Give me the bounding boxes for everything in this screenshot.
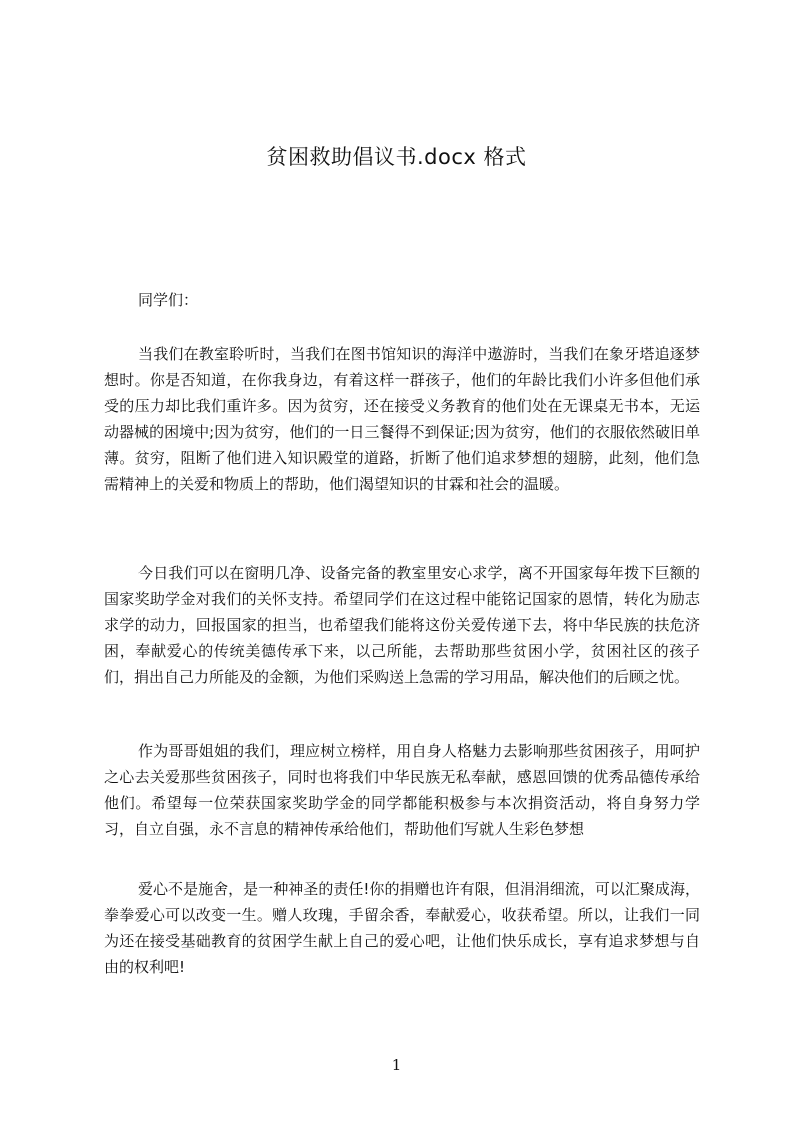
page-number: 1	[391, 1056, 402, 1074]
document-title: 贫困救助倡议书.docx 格式	[266, 145, 527, 169]
salutation: 同学们：	[138, 291, 199, 309]
paragraph-2: 今日我们可以在窗明几净、设备完备的教室里安心求学，离不开国家每年拨下巨额的国家奖助学金对我们的关怀支持。希望同学们在这过程中能铭记国家的恩情，转化为励志求学的动力，回报国家的担当，也希望我们能将这份关爱传递下去，将中华民族的扶危济困，奉献爱心的传统美德传承下来，以己所能，去帮助那些贫困小学，贫困社区的孩子们，捐出自己力所能及的金额，为他们采购送上急需的学习用品，解决他们的后顾之忧。	[104, 564, 700, 686]
paragraph-4: 爱心不是施舍，是一种神圣的责任!你的捐赠也许有限，但涓涓细流，可以汇聚成海，拳拳爱心可以改变一生。赠人玫瑰，手留余香，奉献爱心，收获希望。所以，让我们一同为还在接受基础教育的贫困学生献上自己的爱心吧，让他们快乐成长，享有追求梦想与自由的权利吧!	[104, 880, 700, 976]
paragraph-3: 作为哥哥姐姐的我们，理应树立榜样，用自身人格魅力去影响那些贫困孩子，用呵护之心去关爱那些贫困孩子，同时也将我们中华民族无私奉献，感恩回馈的优秀品德传承给他们。希望每一位荣获国家奖助学金的同学都能积极参与本次捐资活动，将自身努力学习，自立自强，永不言息的精神传承给他们，帮助他们写就人生彩色梦想	[104, 742, 700, 838]
paragraph-1: 当我们在教室聆听时，当我们在图书馆知识的海洋中遨游时，当我们在象牙塔追逐梦想时。你是否知道，在你我身边，有着这样一群孩子，他们的年龄比我们小许多但他们承受的压力却比我们重许多。因为贫穷，还在接受义务教育的他们处在无课桌无书本，无运动器械的困境中;因为贫穷，他们的一日三餐得不到保证;因为贫穷，他们的衣服依然破旧单薄。贫穷，阻断了他们进入知识殿堂的道路，折断了他们追求梦想的翅膀，此刻，他们急需精神上的关爱和物质上的帮助，他们渴望知识的甘霖和社会的温暖。	[104, 345, 700, 493]
